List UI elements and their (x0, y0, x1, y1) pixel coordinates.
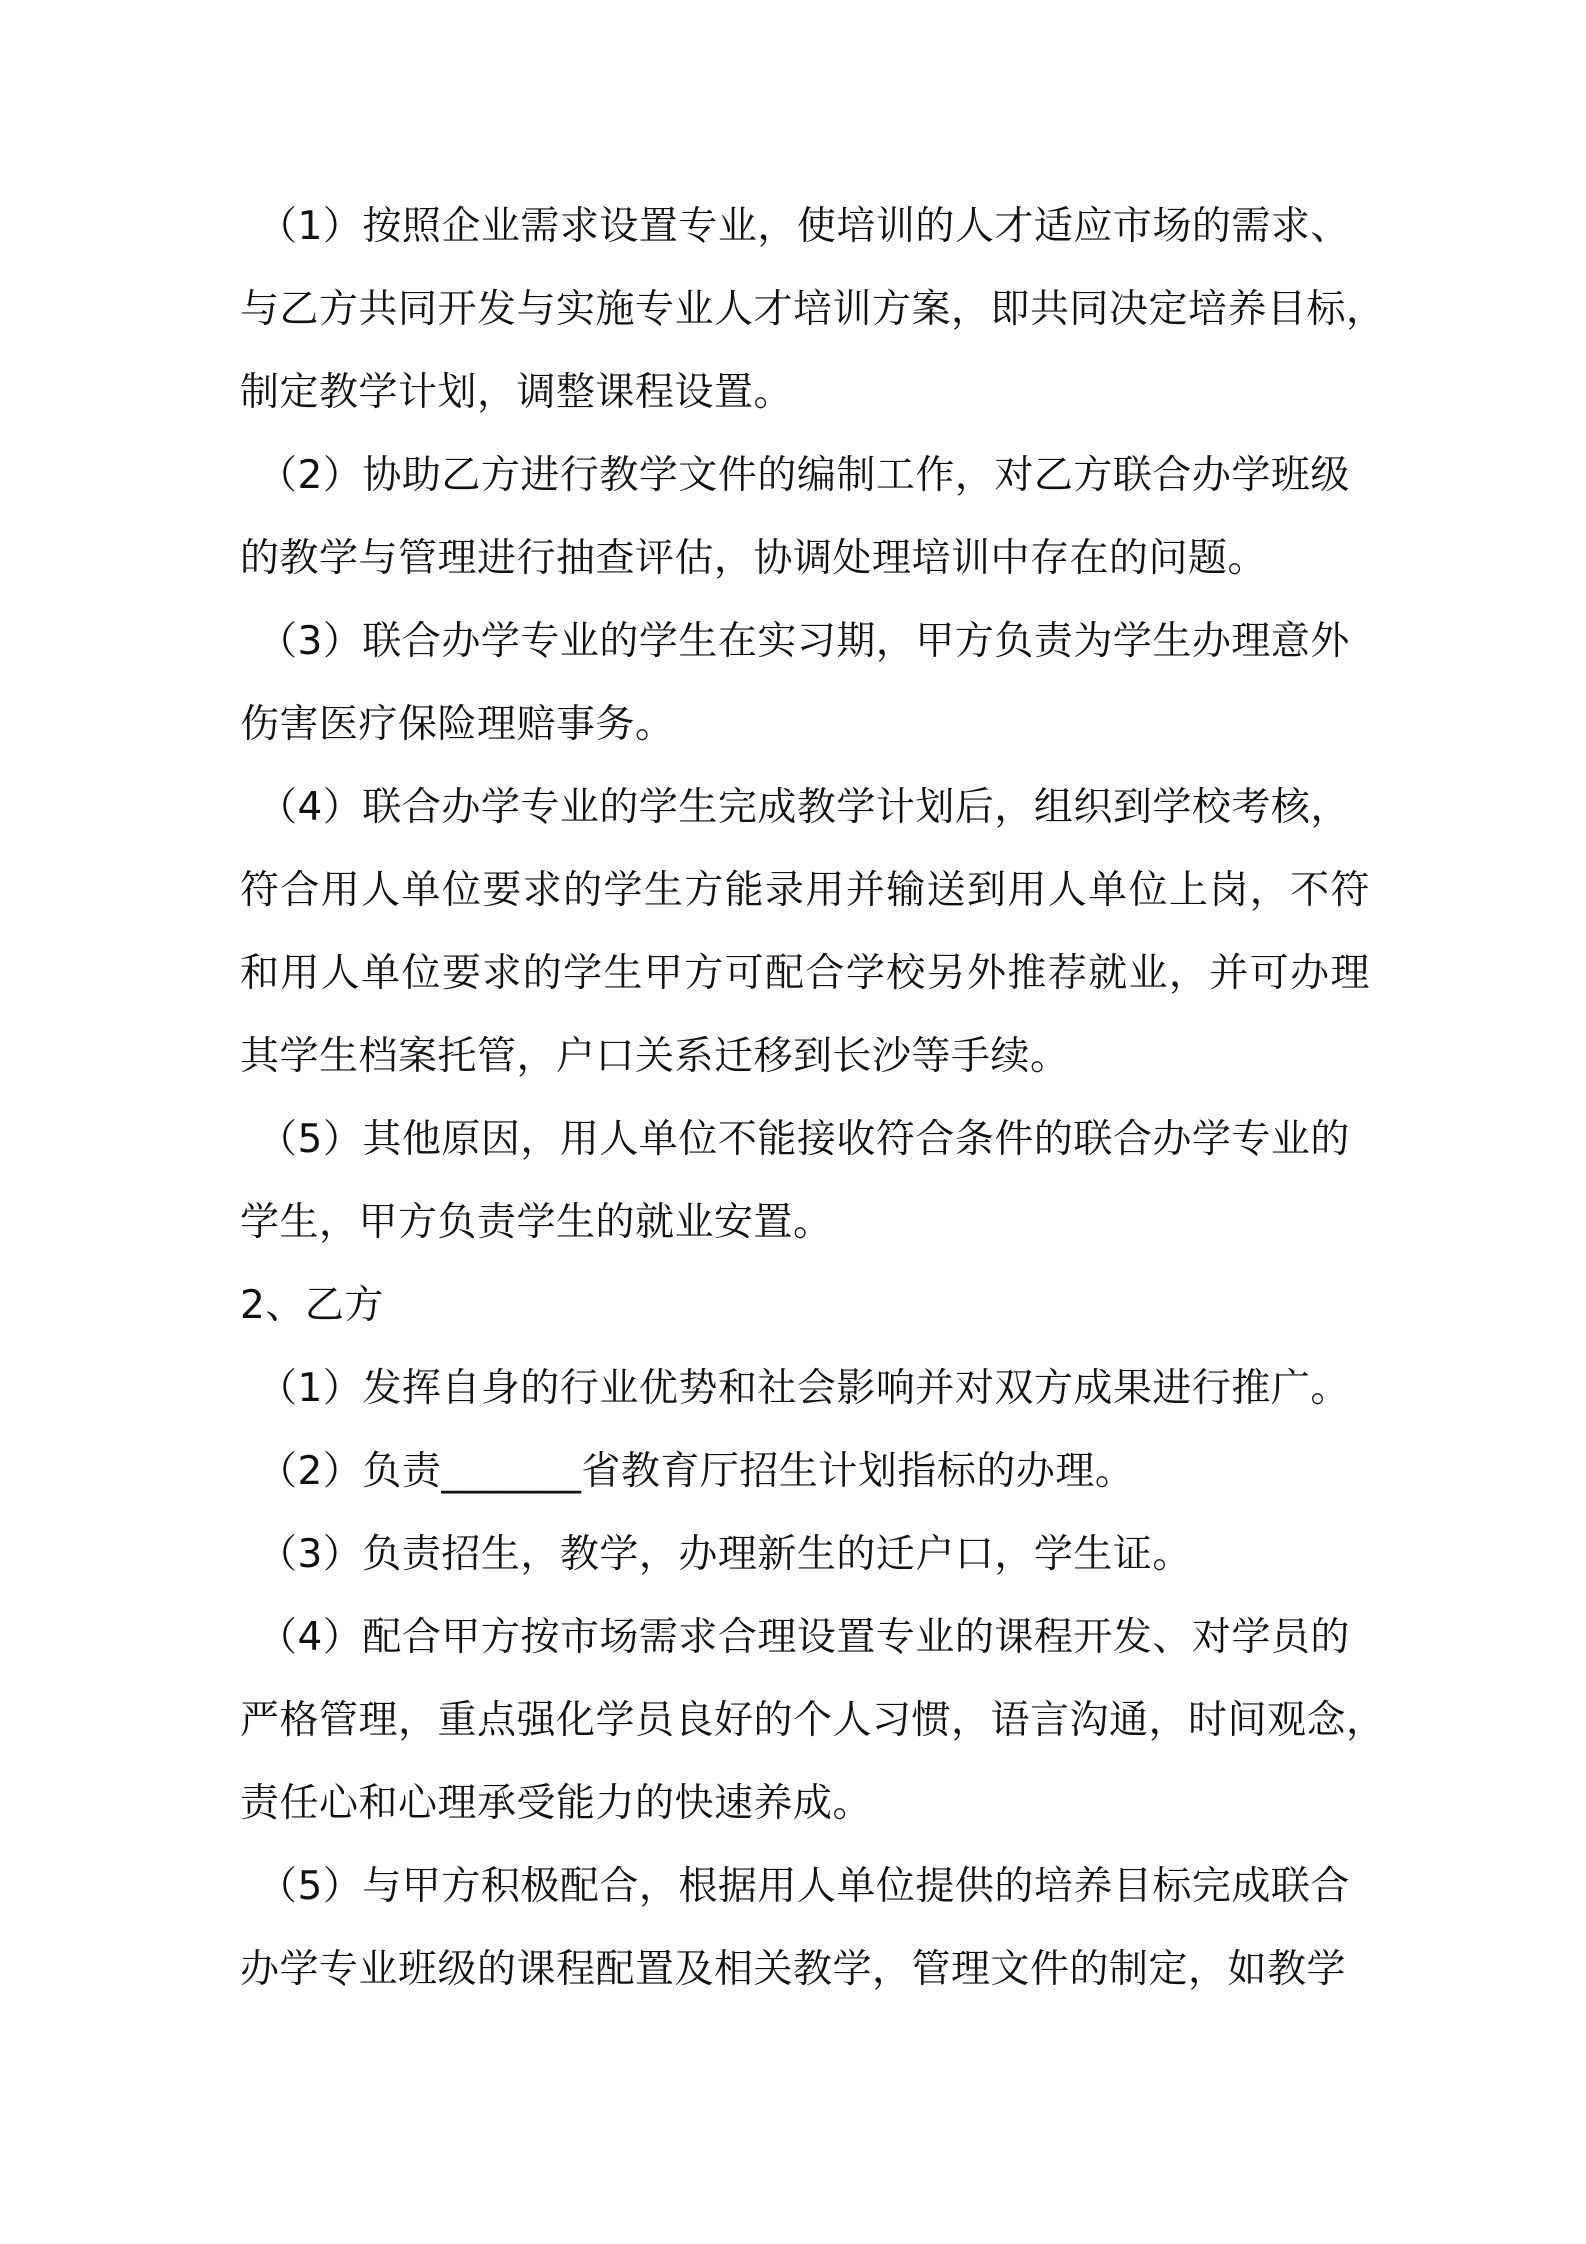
text-line: （4）配合甲方按市场需求合理设置专业的课程开发、对学员的 (258, 1615, 1350, 1660)
text-line: （5）其他原因，用人单位不能接收符合条件的联合办学专业的 (258, 1117, 1350, 1162)
text-line: 严格管理，重点强化学员良好的个人习惯，语言沟通，时间观念， (240, 1698, 1386, 1743)
text-line: （3）联合办学专业的学生在实习期，甲方负责为学生办理意外 (258, 619, 1350, 664)
text-line: （5）与甲方积极配合，根据用人单位提供的培养目标完成联合 (258, 1864, 1350, 1909)
text-line: 办学专业班级的课程配置及相关教学，管理文件的制定，如教学 (240, 1947, 1347, 1992)
text-line: （2）负责_______省教育厅招生计划指标的办理。 (258, 1449, 1135, 1494)
text-line: 责任心和心理承受能力的快速养成。 (240, 1781, 873, 1826)
text-line: （1）按照企业需求设置专业，使培训的人才适应市场的需求、 (258, 204, 1350, 249)
text-line: 学生，甲方负责学生的就业安置。 (240, 1200, 833, 1245)
text-line: 的教学与管理进行抽查评估，协调处理培训中存在的问题。 (240, 536, 1268, 581)
section-heading: 2、乙方 (240, 1283, 384, 1328)
text-line: 与乙方共同开发与实施专业人才培训方案，即共同决定培养目标， (240, 287, 1386, 332)
text-line: （3）负责招生，教学，办理新生的迁户口，学生证。 (258, 1532, 1192, 1577)
text-line: （1）发挥自身的行业优势和社会影响并对双方成果进行推广。 (258, 1366, 1350, 1411)
text-line: 符合用人单位要求的学生方能录用并输送到用人单位上岗，不符 (240, 868, 1370, 913)
text-line: （2）协助乙方进行教学文件的编制工作，对乙方联合办学班级 (258, 453, 1350, 498)
text-line: 制定教学计划，调整课程设置。 (240, 370, 794, 415)
text-line: （4）联合办学专业的学生完成教学计划后，组织到学校考核， (258, 785, 1350, 830)
text-line: 伤害医疗保险理赔事务。 (240, 702, 675, 747)
text-line: 其学生档案托管，户口关系迁移到长沙等手续。 (240, 1034, 1070, 1079)
text-line: 和用人单位要求的学生甲方可配合学校另外推荐就业，并可办理 (240, 951, 1370, 996)
